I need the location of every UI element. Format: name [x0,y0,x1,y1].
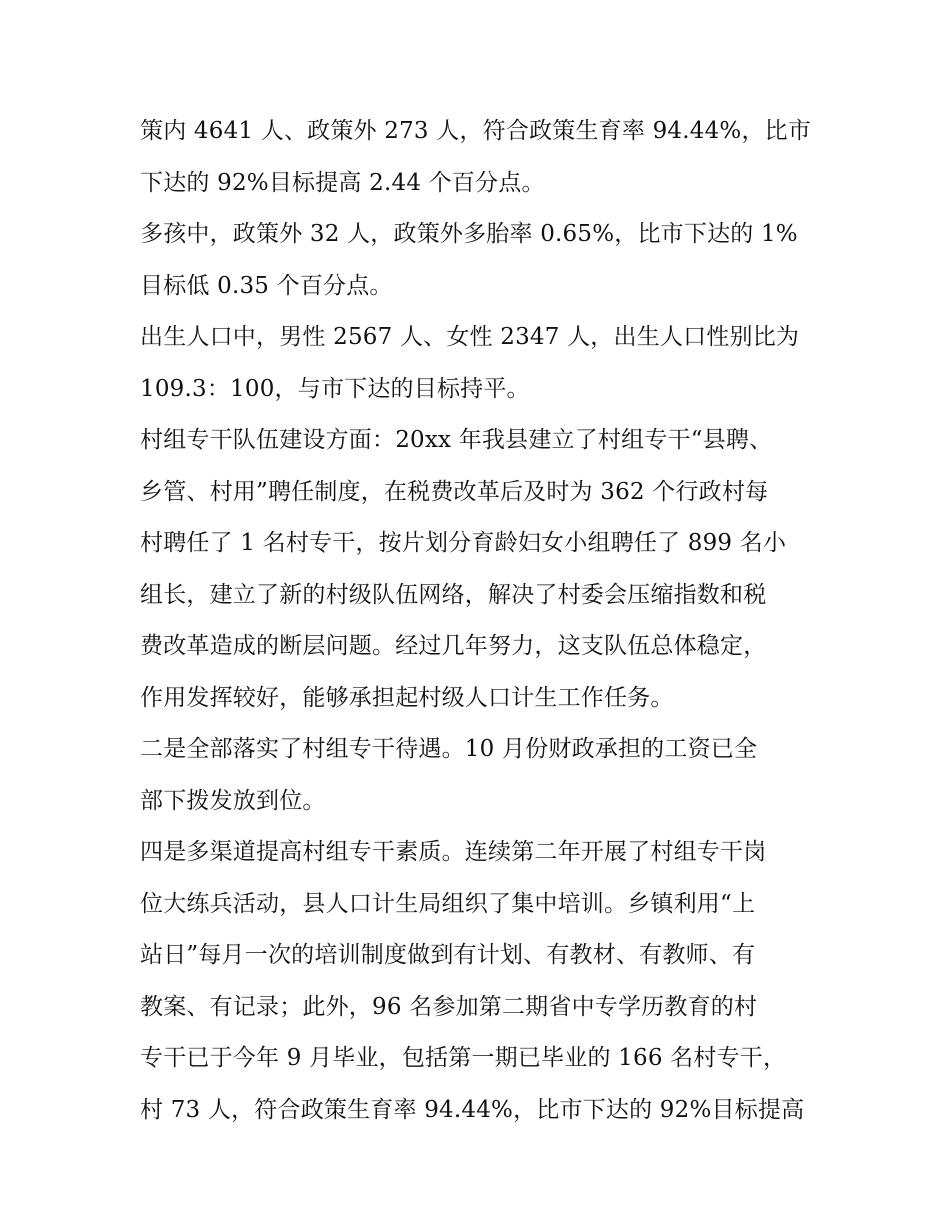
text-line: 村 73 人，符合政策生育率 94.44%，比市下达的 92%目标提高 [140,1096,805,1123]
text-line: 目标低 0.35 个百分点。 [140,272,393,299]
text-line: 乡管、村用”聘任制度，在税费改革后及时为 362 个行政村每 [140,478,769,505]
text-line: 专干已于今年 9 月毕业，包括第一期已毕业的 166 名村专干， [140,1045,787,1071]
text-line: 作用发挥较好，能够承担起村级人口计生工作任务。 [140,684,674,711]
text-line: 教案、有记录；此外，96 名参加第二期省中专学历教育的村 [140,993,758,1020]
text-line: 109.3：100，与市下达的目标持平。 [140,375,530,402]
text-line: 组长，建立了新的村级队伍网络，解决了村委会压缩指数和税 [140,581,767,608]
text-line: 站日”每月一次的培训制度做到有计划、有教材、有教师、有 [140,942,756,968]
document-body [140,106,820,1136]
text-line: 出生人口中，男性 2567 人、女性 2347 人，出生人口性别比为 [140,324,800,350]
text-line: 村聘任了 1 名村专干，按片划分育龄妇女小组聘任了 899 名小 [140,530,787,556]
text-line: 二是全部落实了村组专干待遇。10 月份财政承担的工资已全 [140,736,758,762]
text-line: 费改革造成的断层问题。经过几年努力，这支队伍总体稳定， [140,633,767,659]
text-line: 策内 4641 人、政策外 273 人，符合政策生育率 94.44%，比市 [140,118,812,144]
text-line: 下达的 92%目标提高 2.44 个百分点。 [140,169,545,196]
text-line: 部下拨发放到位。 [140,787,326,814]
text-line: 多孩中，政策外 32 人，政策外多胎率 0.65%，比市下达的 1% [140,221,798,247]
text-line: 四是多渠道提高村组专干素质。连续第二年开展了村组专干岗 [140,839,767,865]
text-line: 村组专干队伍建设方面：20xx 年我县建立了村组专干“县聘、 [140,427,773,453]
text-line: 位大练兵活动，县人口计生局组织了集中培训。乡镇利用“上 [140,890,756,917]
